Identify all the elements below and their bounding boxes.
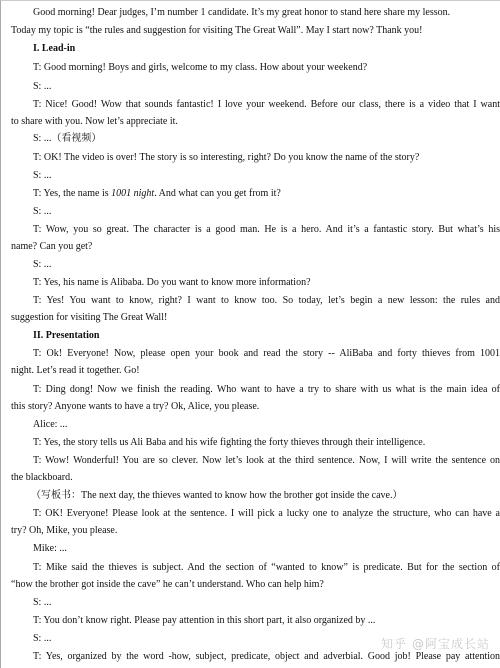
dialogue-line: T: OK! Everyone! Please look at the sentence. I will pick a lucky one to analyze the structure, who can have a bbox=[33, 508, 500, 519]
dialogue-line: S: ... bbox=[33, 206, 52, 217]
section-heading-presentation: II. Presentation bbox=[33, 330, 100, 341]
dialogue-line: suggestion for visiting The Great Wall! bbox=[11, 312, 168, 323]
dialogue-line: T: Mike said the thieves is subject. And the section of “wanted to know” is predicate. But for the section of bbox=[33, 562, 500, 573]
dialogue-line: S: ...（看视频） bbox=[33, 133, 102, 144]
intro-line-1: Good morning! Dear judges, I’m number 1 candidate. It’s my great honor to stand here share my lesson. bbox=[33, 7, 451, 18]
dialogue-line: S: ... bbox=[33, 170, 52, 181]
blackboard-note: （写板书：The next day, the thieves wanted to know how the brother got inside the cave.） bbox=[31, 490, 403, 501]
dialogue-line: Alice: ... bbox=[33, 419, 68, 430]
dialogue-line: T: Yes, the story tells us Ali Baba and his wife fighting the forty thieves through their intelligence. bbox=[33, 437, 426, 448]
dialogue-line: Mike: ... bbox=[33, 543, 67, 554]
text-segment: T: Yes, the name is bbox=[33, 188, 112, 199]
dialogue-line: T: Ok! Everyone! Now, please open your book and read the story -- AliBaba and forty thieves from 1001 bbox=[33, 348, 500, 359]
dialogue-line: try? Oh, Mike, you please. bbox=[11, 525, 118, 536]
dialogue-line: T: Ding dong! Now we finish the reading. Who want to have a try to share with us what is the main idea of bbox=[33, 384, 500, 395]
text-segment: . And what can you get from it? bbox=[154, 188, 281, 199]
dialogue-line: S: ... bbox=[33, 81, 52, 92]
dialogue-line: night. Let’s read it together. Go! bbox=[11, 365, 140, 376]
intro-line-2: Today my topic is “the rules and suggestion for visiting The Great Wall”. May I start now? Thank you! bbox=[11, 25, 423, 36]
story-title: 1001 night bbox=[111, 188, 155, 199]
dialogue-line: the blackboard. bbox=[11, 472, 73, 483]
dialogue-line: S: ... bbox=[33, 259, 52, 270]
dialogue-line: T: Yes! You want to know, right? I want to know too. So today, let’s begin a new lesson: the rules and bbox=[33, 295, 500, 306]
dialogue-line: this story? Anyone wants to have a try? Ok, Alice, you please. bbox=[11, 401, 260, 412]
dialogue-line: T: You don’t know right. Please pay attention in this short part, it also organized by ... bbox=[33, 615, 376, 626]
dialogue-line: S: ... bbox=[33, 597, 52, 608]
dialogue-line: “how the brother got inside the cave” he can’t understand. Who can help him? bbox=[11, 579, 324, 590]
dialogue-line: S: ... bbox=[33, 633, 52, 644]
section-heading-lead-in: I. Lead-in bbox=[33, 43, 76, 54]
dialogue-line: to share with you. Now let’s appreciate it. bbox=[11, 116, 178, 127]
dialogue-line: T: Wow! Wonderful! You are so clever. Now let’s look at the third sentence. Now, I will write the sentence on bbox=[33, 455, 500, 466]
watermark: 知乎 @阿宝成长站 bbox=[381, 637, 490, 651]
dialogue-line: T: OK! The video is over! The story is so interesting, right? Do you know the name of the story? bbox=[33, 152, 420, 163]
dialogue-line: name? Can you get? bbox=[11, 241, 93, 252]
dialogue-line: T: Good morning! Boys and girls, welcome to my class. How about your weekend? bbox=[33, 62, 368, 73]
dialogue-line: T: Yes, his name is Alibaba. Do you want to know more information? bbox=[33, 277, 311, 288]
dialogue-line bbox=[33, 188, 281, 200]
dialogue-line: T: Nice! Good! Wow that sounds fantastic! I love your weekend. Before our class, there is a video that I want bbox=[33, 99, 500, 110]
dialogue-line: T: Wow, you so great. The character is a good man. He is a hero. And it’s a fantastic story. But what’s his bbox=[33, 224, 500, 235]
dialogue-line: T: Yes, organized by the word -how, subject, predicate, object and adverbial. Good job! Please pay attention bbox=[33, 651, 500, 662]
